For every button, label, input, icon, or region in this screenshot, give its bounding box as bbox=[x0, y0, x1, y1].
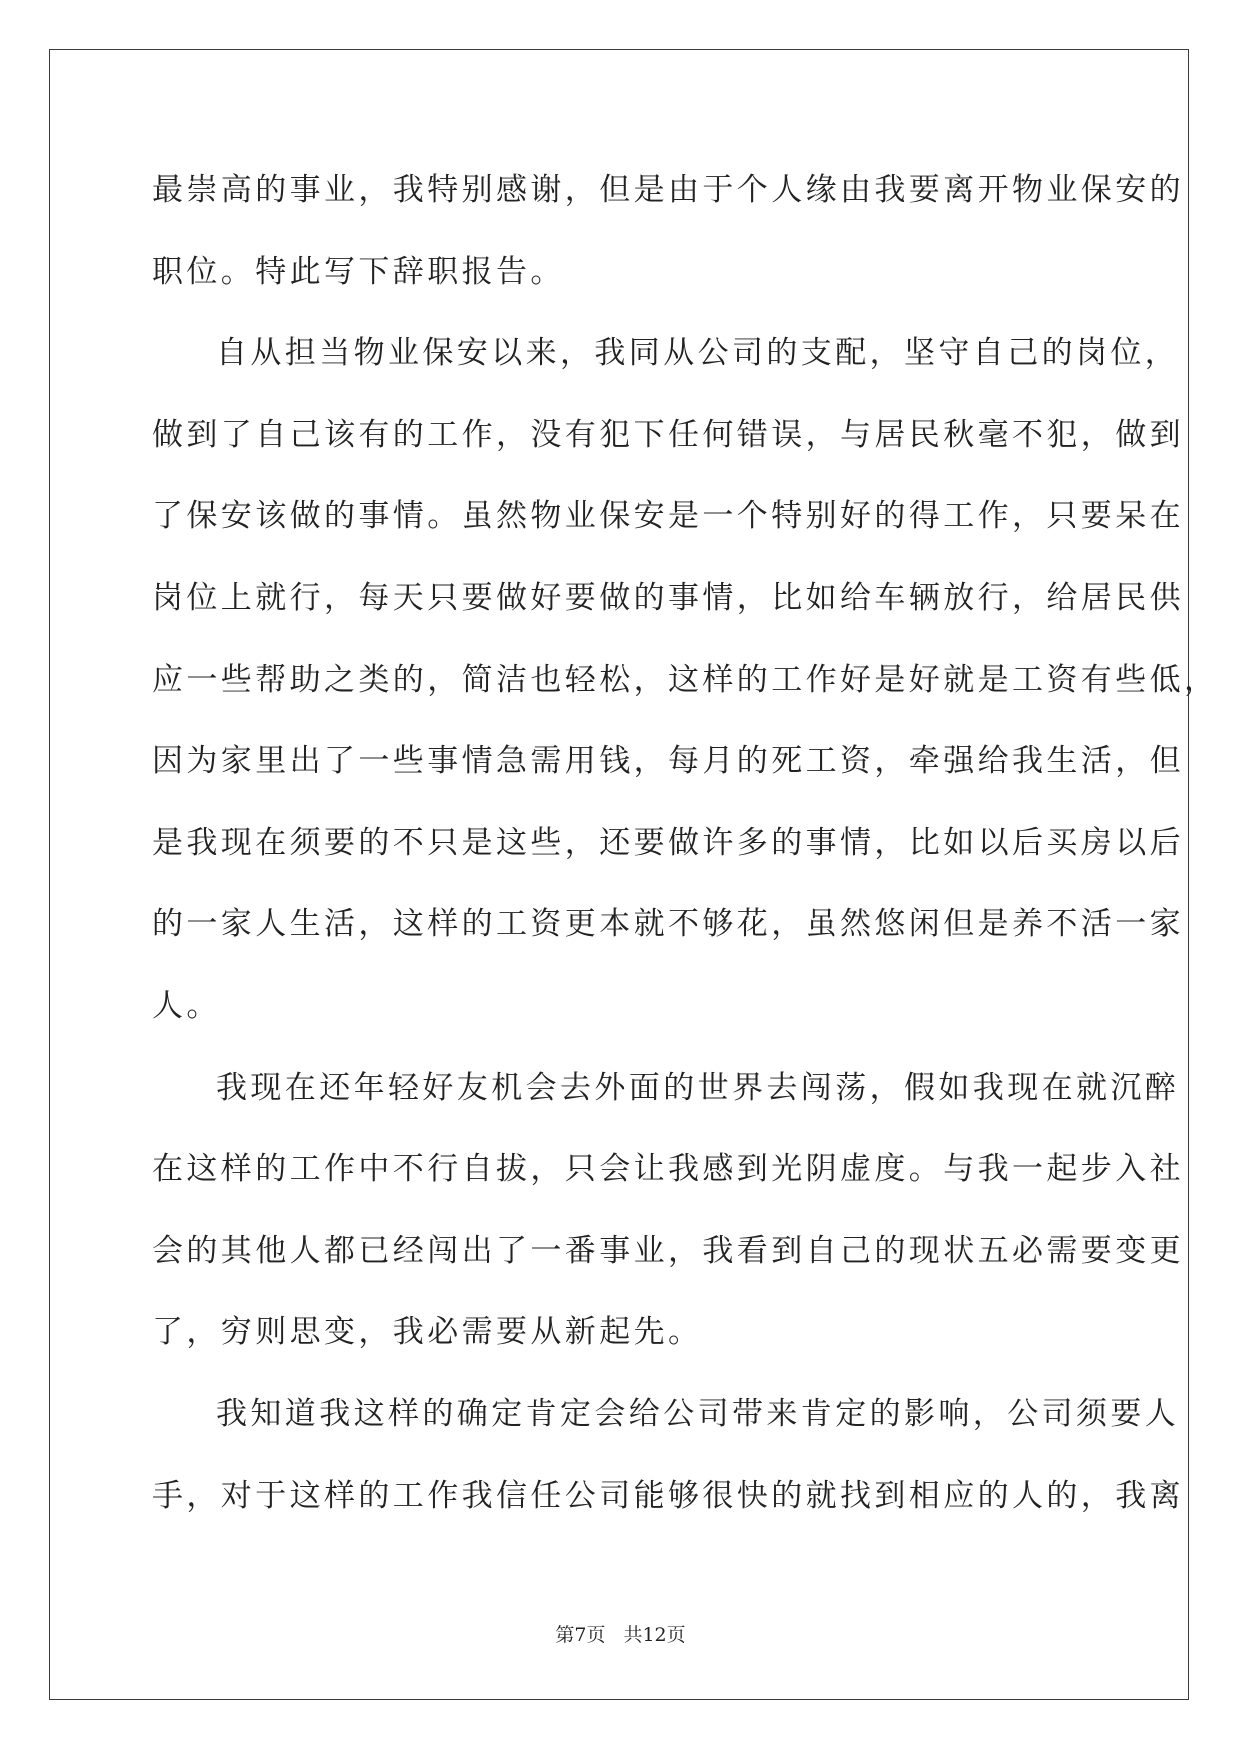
text-line: 我现在还年轻好友机会去外面的世界去闯荡，假如我现在就沉醉 bbox=[216, 1069, 1180, 1106]
text-line: 了，穷则思变，我必需要从新起先。 bbox=[152, 1314, 703, 1351]
document-body bbox=[152, 160, 1219, 1547]
text-line: 的一家人生活，这样的工资更本就不够花，虽然悠闲但是养不活一家 bbox=[152, 906, 1184, 943]
text-line: 做到了自己该有的工作，没有犯下任何错误，与居民秋毫不犯，做到 bbox=[152, 416, 1184, 453]
text-line: 人。 bbox=[152, 987, 221, 1024]
text-line: 手，对于这样的工作我信任公司能够很快的就找到相应的人的，我离 bbox=[152, 1477, 1184, 1514]
page-number-total: 共12页 bbox=[623, 1624, 686, 1646]
text-line: 岗位上就行，每天只要做好要做的事情，比如给车辆放行，给居民供 bbox=[152, 579, 1184, 616]
text-line: 最崇高的事业，我特别感谢，但是由于个人缘由我要离开物业保安的 bbox=[152, 172, 1184, 208]
text-line: 是我现在须要的不只是这些，还要做许多的事情，比如以后买房以后 bbox=[152, 824, 1184, 861]
text-line: 自从担当物业保安以来，我同从公司的支配，坚守自己的岗位， bbox=[216, 335, 1180, 372]
page-footer bbox=[0, 1620, 1241, 1647]
text-line: 职位。特此写下辞职报告。 bbox=[152, 253, 565, 290]
text-line: 在这样的工作中不行自拔，只会让我感到光阴虚度。与我一起步入社 bbox=[152, 1151, 1184, 1188]
text-line: 会的其他人都已经闯出了一番事业，我看到自己的现状五必需要变更 bbox=[152, 1232, 1184, 1269]
text-line: 了保安该做的事情。虽然物业保安是一个特别好的得工作，只要呆在 bbox=[152, 498, 1184, 535]
page-number-current: 第7页 bbox=[555, 1624, 606, 1646]
text-line: 因为家里出了一些事情急需用钱，每月的死工资，牵强给我生活，但 bbox=[152, 743, 1184, 780]
text-line: 我知道我这样的确定肯定会给公司带来肯定的影响，公司须要人 bbox=[216, 1395, 1180, 1432]
text-line: 应一些帮助之类的，简洁也轻松，这样的工作好是好就是工资有些低， bbox=[152, 661, 1219, 698]
